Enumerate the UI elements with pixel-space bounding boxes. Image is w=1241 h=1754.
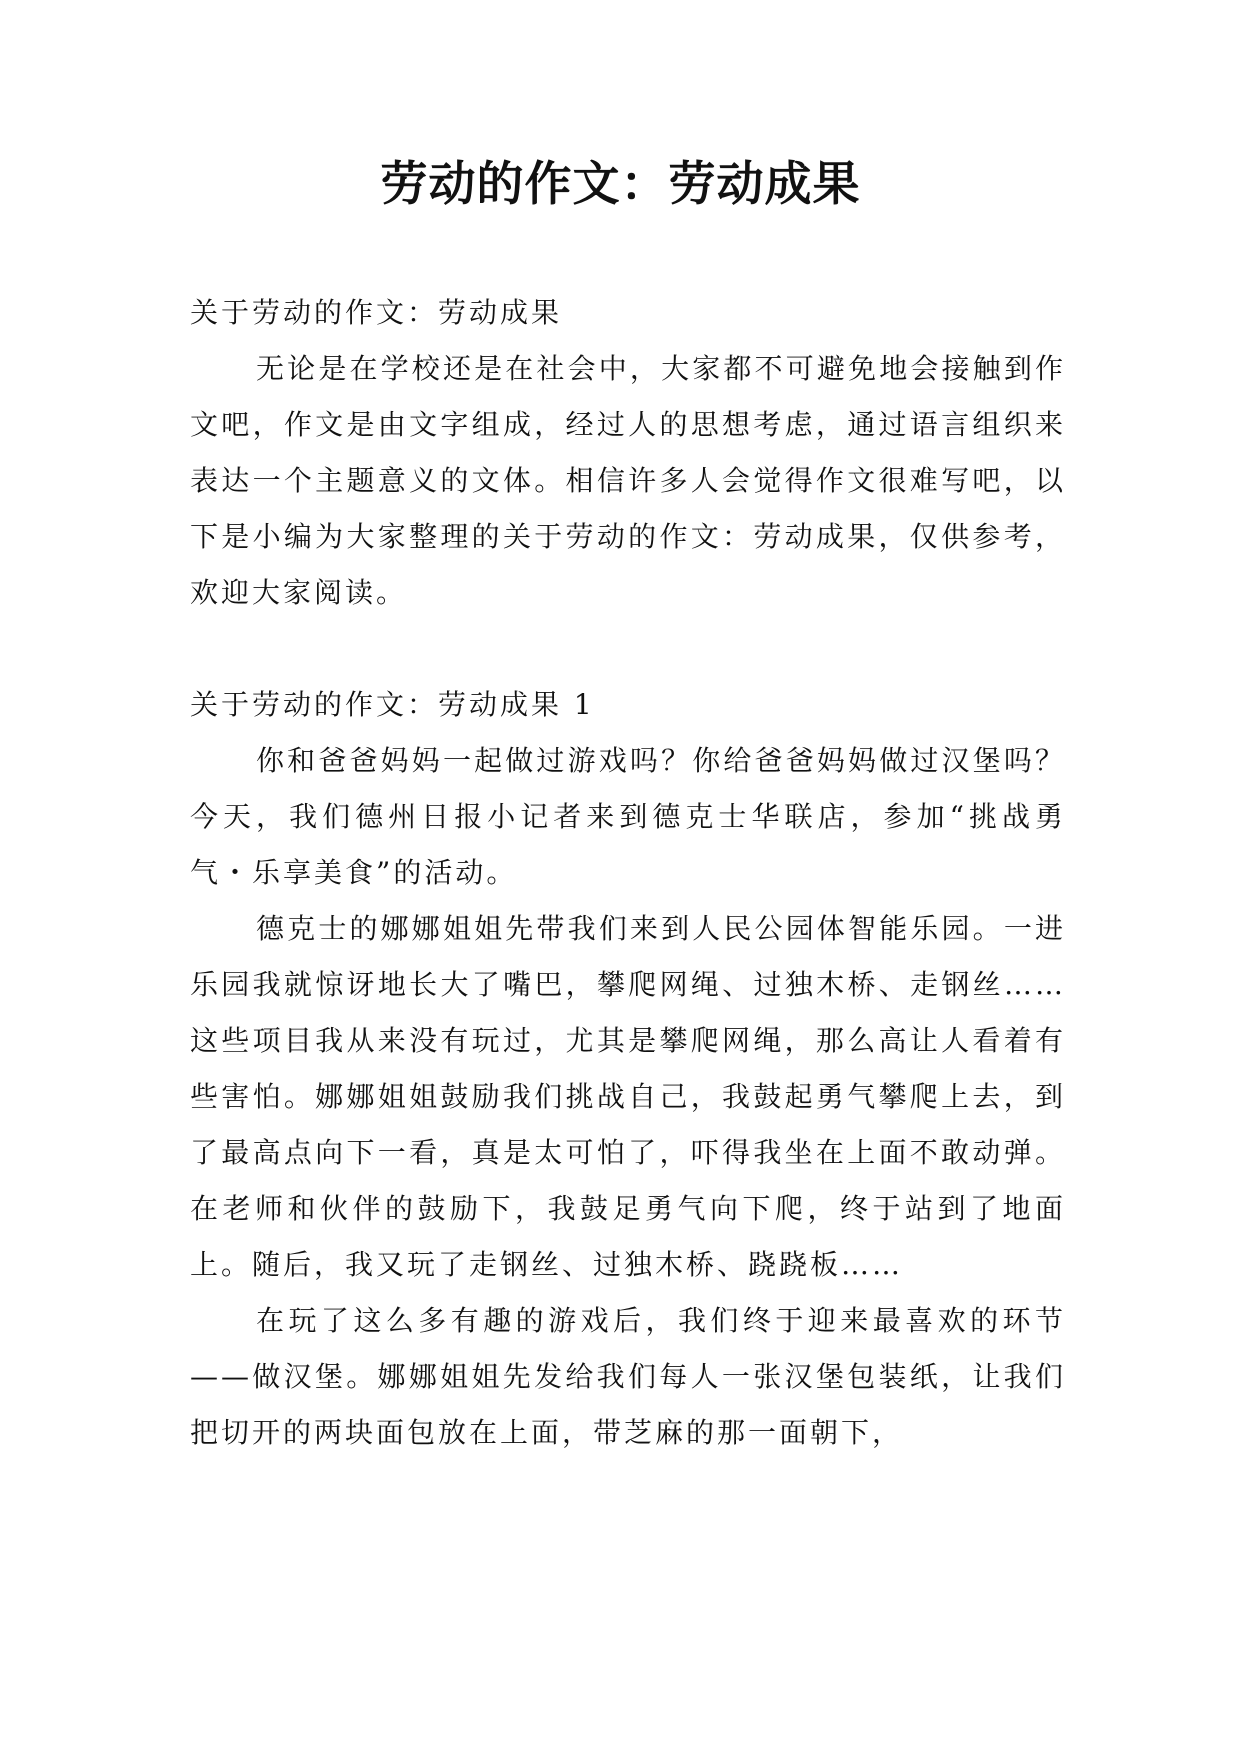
section-spacer — [190, 621, 1066, 677]
section-1-heading: 关于劳动的作文：劳动成果 1 — [190, 688, 595, 721]
document-title: 劳动的作文：劳动成果 — [380, 157, 861, 212]
intro-heading: 关于劳动的作文：劳动成果 — [190, 296, 563, 329]
document-body — [190, 285, 1066, 1461]
section-1-paragraph-3: 在玩了这么多有趣的游戏后，我们终于迎来最喜欢的环节——做汉堡。娜娜姐姐先发给我们每人一张汉堡包装纸，让我们把切开的两块面包放在上面，带芝麻的那一面朝下， — [190, 1304, 1066, 1449]
intro-paragraph: 无论是在学校还是在社会中，大家都不可避免地会接触到作文吧，作文是由文字组成，经过人的思想考虑，通过语言组织来表达一个主题意义的文体。相信许多人会觉得作文很难写吧，以下是小编为大家整理的关于劳动的作文：劳动成果，仅供参考，欢迎大家阅读。 — [190, 352, 1066, 609]
section-1-paragraph-1: 你和爸爸妈妈一起做过游戏吗？你给爸爸妈妈做过汉堡吗？今天，我们德州日报小记者来到德克士华联店，参加“挑战勇气・乐享美食”的活动。 — [190, 744, 1066, 889]
section-1-paragraph-2: 德克士的娜娜姐姐先带我们来到人民公园体智能乐园。一进乐园我就惊讶地长大了嘴巴，攀爬网绳、过独木桥、走钢丝……这些项目我从来没有玩过，尤其是攀爬网绳，那么高让人看着有些害怕。娜娜姐姐鼓励我们挑战自己，我鼓起勇气攀爬上去，到了最高点向下一看，真是太可怕了，吓得我坐在上面不敢动弹。在老师和伙伴的鼓励下，我鼓足勇气向下爬，终于站到了地面上。随后，我又玩了走钢丝、过独木桥、跷跷板…… — [190, 912, 1066, 1281]
